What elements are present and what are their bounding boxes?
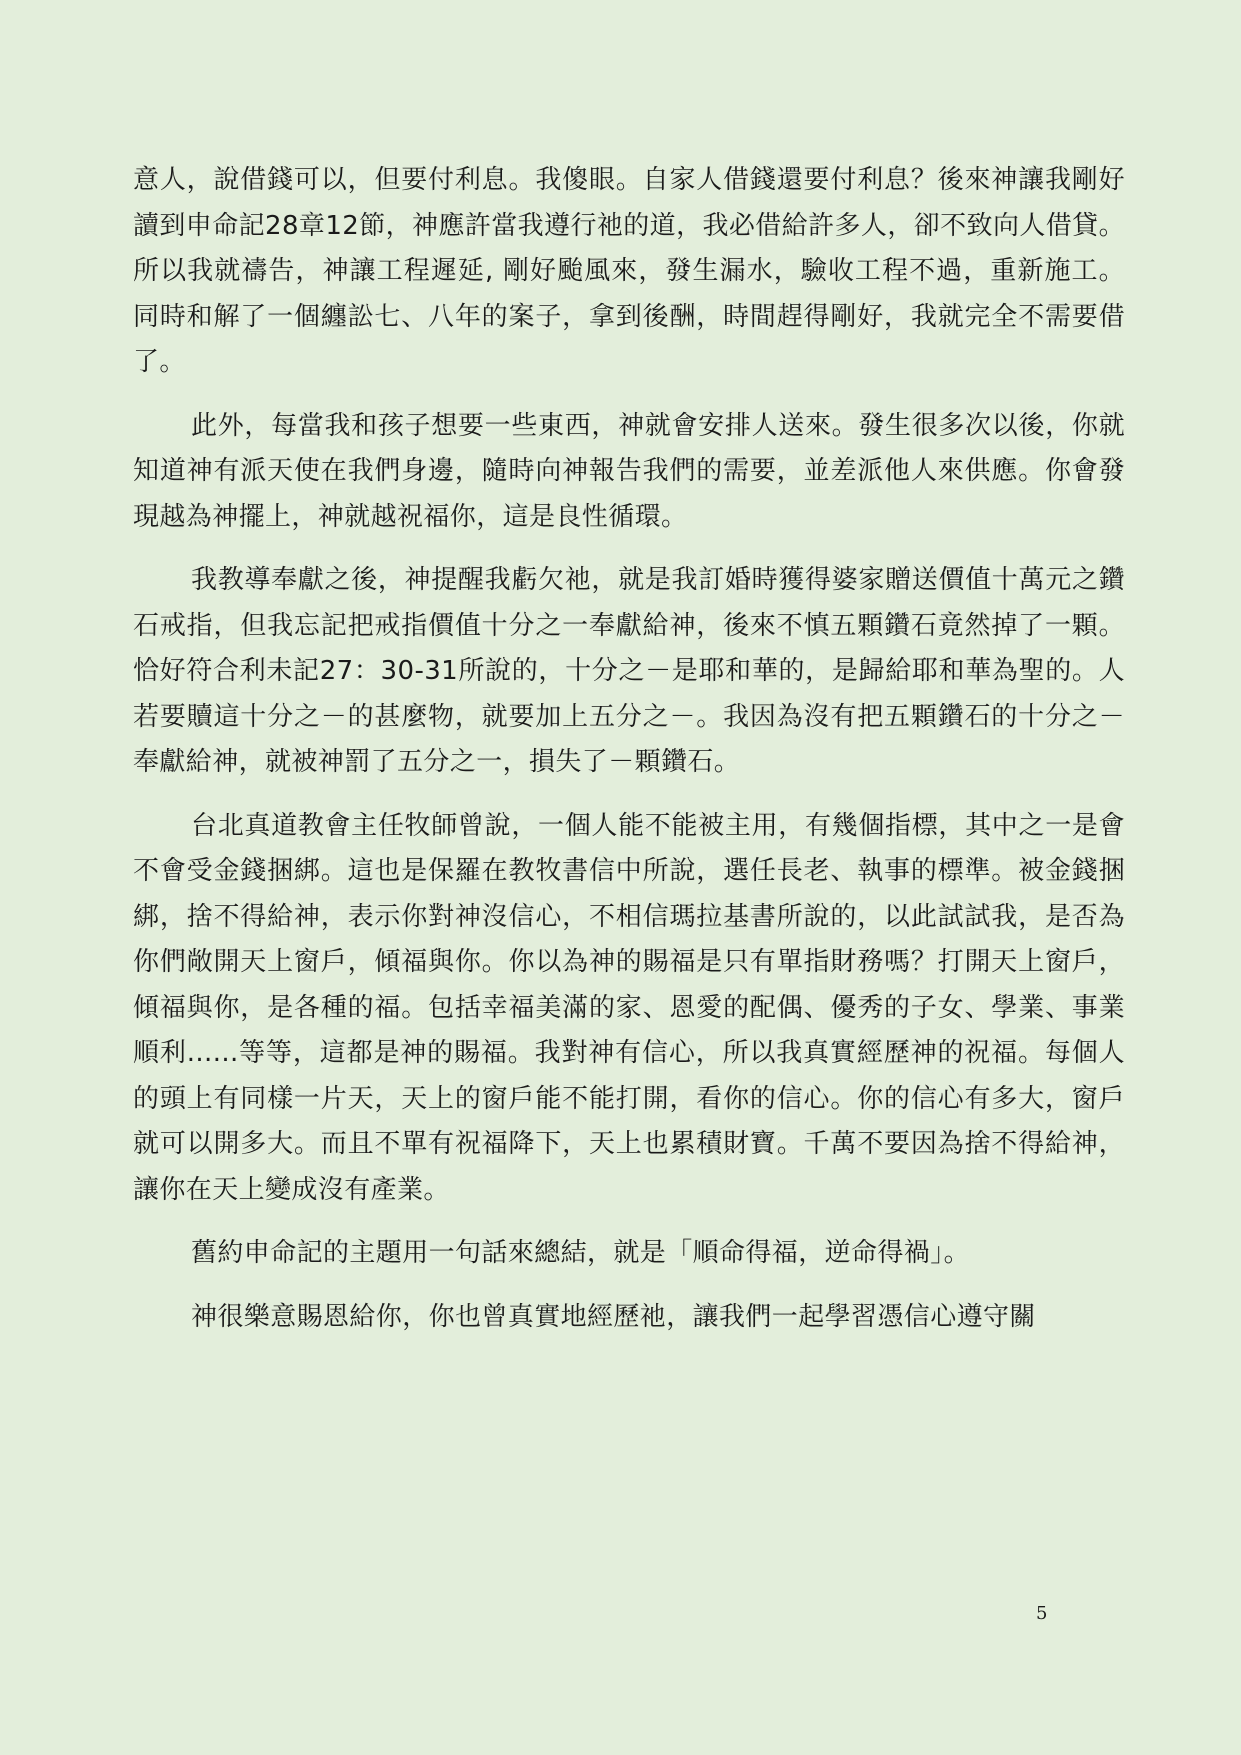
paragraph-closing: 神很樂意賜恩給你，你也曾真實地經歷祂，讓我們一起學習憑信心遵守關 (191, 1301, 1036, 1332)
paragraph-loan-interest: 意人，說借錢可以，但要付利息。我傻眼。自家人借錢還要付利息？後來神讓我剛好讀到申命記28章12節，神應許當我遵行祂的道，我必借給許多人，卻不致向人借貸。所以我就禱告，神讓工程遲延, 剛好颱風來，發生漏水，驗收工程不過，重新施工。同時和解了一個纏訟七、八年的案子，拿到後酬，時間趕得剛好，我就完全不需要借了。 (133, 165, 1125, 377)
document-body (133, 158, 1125, 1358)
paragraph-angels-provision: 此外，每當我和孩子想要一些東西，神就會安排人送來。發生很多次以後，你就知道神有派天使在我們身邊，隨時向神報告我們的需要，並差派他人來供應。你會發現越為神擺上，神就越祝福你，這是良性循環。 (133, 410, 1125, 532)
paragraph-deuteronomy-theme: 舊約申命記的主題用一句話來總結，就是「順命得福，逆命得禍」。 (191, 1238, 971, 1268)
paragraph-diamond-ring: 我教導奉獻之後，神提醒我虧欠祂，就是我訂婚時獲得婆家贈送價值十萬元之鑽石戒指，但我忘記把戒指價值十分之一奉獻給神，後來不慎五顆鑽石竟然掉了一顆。恰好符合利未記27：30-31所說的，十分之－是耶和華的，是歸給耶和華為聖的。人若要贖這十分之－的甚麼物，就要加上五分之－。我因為沒有把五顆鑽石的十分之－奉獻給神，就被神罰了五分之一，損失了－顆鑽石。 (133, 565, 1125, 777)
page-number: 5 (1036, 1603, 1048, 1624)
paragraph-money-bondage: 台北真道教會主任牧師曾說，一個人能不能被主用，有幾個指標，其中之一是會不會受金錢捆綁。這也是保羅在教牧書信中所說，選任長老、執事的標準。被金錢捆綁，捨不得給神，表示你對神沒信心，不相信瑪拉基書所說的，以此試試我，是否為你們敞開天上窗戶，傾福與你。你以為神的賜福是只有單指財務嗎？打開天上窗戶，傾福與你，是各種的福。包括幸福美滿的家、恩愛的配偶、優秀的子女、學業、事業順利......等等，這都是神的賜福。我對神有信心，所以我真實經歷神的祝福。每個人的頭上有同樣一片天，天上的窗戶能不能打開，看你的信心。你的信心有多大，窗戶就可以開多大。而且不單有祝福降下，天上也累積財寶。千萬不要因為捨不得給神，讓你在天上變成沒有產業。 (133, 810, 1125, 1205)
